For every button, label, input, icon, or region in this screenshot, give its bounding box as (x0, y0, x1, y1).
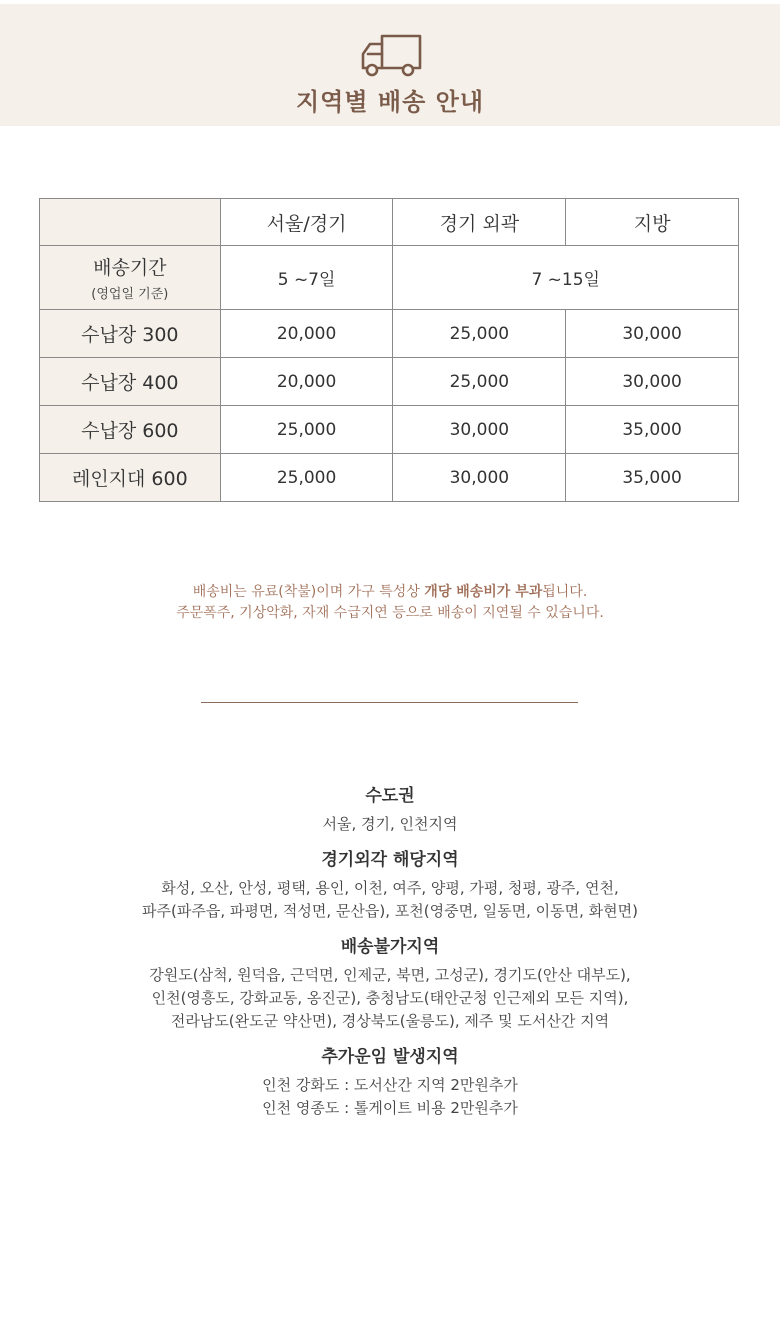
notice-text: 배송비는 유료(착불)이며 가구 특성상 (192, 584, 425, 600)
region-title: 추가운임 발생지역 (321, 1047, 459, 1067)
price-cell: 30,000 (566, 358, 739, 406)
notice-line-1 (0, 582, 780, 603)
table-row-delivery-period (40, 246, 739, 310)
price-cell: 25,000 (393, 310, 566, 358)
page-title: 지역별 배송 안내 (296, 88, 484, 116)
header-provinces: 지방 (566, 199, 739, 246)
price-cell: 25,000 (220, 454, 393, 502)
table-header-row (40, 199, 739, 246)
price-cell: 35,000 (566, 406, 739, 454)
region-line: 화성, 오산, 안성, 평택, 용인, 이천, 여주, 양평, 가평, 청평, 광주, 연천, (161, 879, 619, 897)
notice-highlight: 개당 배송비가 부과 (424, 584, 543, 600)
price-cell: 25,000 (393, 358, 566, 406)
delivery-period-seoul: 5 ~7일 (220, 246, 393, 310)
header-empty-cell (40, 199, 221, 246)
notice-line-2: 주문폭주, 기상악화, 자재 수급지연 등으로 배송이 지연될 수 있습니다. (176, 605, 604, 621)
price-cell: 35,000 (566, 454, 739, 502)
region-title: 경기외각 해당지역 (321, 850, 459, 870)
region-line: 강원도(삼척, 원덕읍, 근덕면, 인제군, 북면, 고성군), 경기도(안산 대부도), (149, 966, 631, 984)
truck-icon (360, 30, 424, 78)
header-gyeonggi-outskirts: 경기 외곽 (393, 199, 566, 246)
shipping-notice (0, 582, 780, 624)
region-line: 인천(영흥도, 강화교동, 옹진군), 충청남도(태안군청 인근제외 모든 지역), (151, 989, 629, 1007)
region-info (0, 784, 780, 1120)
delivery-period-sublabel: (영업일 기준) (91, 287, 169, 302)
region-line: 파주(파주읍, 파평면, 적성면, 문산읍), 포천(영중면, 일동면, 이동면, 화현면) (142, 902, 638, 920)
table-row (40, 358, 739, 406)
page-header (0, 4, 780, 126)
delivery-period-label (40, 246, 221, 310)
region-capital (0, 784, 780, 836)
price-cell: 30,000 (393, 406, 566, 454)
price-cell: 20,000 (220, 358, 393, 406)
region-line: 인천 영종도 : 톨게이트 비용 2만원추가 (262, 1099, 518, 1117)
row-label: 수납장 400 (40, 358, 221, 406)
row-label: 레인지대 600 (40, 454, 221, 502)
table-row (40, 310, 739, 358)
table-row (40, 406, 739, 454)
region-no-delivery (0, 935, 780, 1033)
notice-text: 됩니다. (542, 584, 588, 600)
table-row (40, 454, 739, 502)
region-line: 서울, 경기, 인천지역 (322, 815, 458, 833)
region-line: 인천 강화도 : 도서산간 지역 2만원추가 (262, 1076, 518, 1094)
header-seoul-gyeonggi: 서울/경기 (220, 199, 393, 246)
price-cell: 30,000 (393, 454, 566, 502)
shipping-fee-table (39, 198, 739, 502)
price-cell: 25,000 (220, 406, 393, 454)
region-title: 배송불가지역 (340, 937, 440, 957)
region-title: 수도권 (365, 786, 415, 806)
row-label: 수납장 300 (40, 310, 221, 358)
price-cell: 20,000 (220, 310, 393, 358)
delivery-period-title: 배송기간 (93, 257, 167, 279)
region-extra-fee (0, 1045, 780, 1120)
delivery-period-other: 7 ~15일 (393, 246, 739, 310)
row-label: 수납장 600 (40, 406, 221, 454)
region-gyeonggi-outskirts (0, 848, 780, 923)
price-cell: 30,000 (566, 310, 739, 358)
region-line: 전라남도(완도군 약산면), 경상북도(울릉도), 제주 및 도서산간 지역 (170, 1012, 610, 1030)
section-divider (201, 702, 578, 703)
